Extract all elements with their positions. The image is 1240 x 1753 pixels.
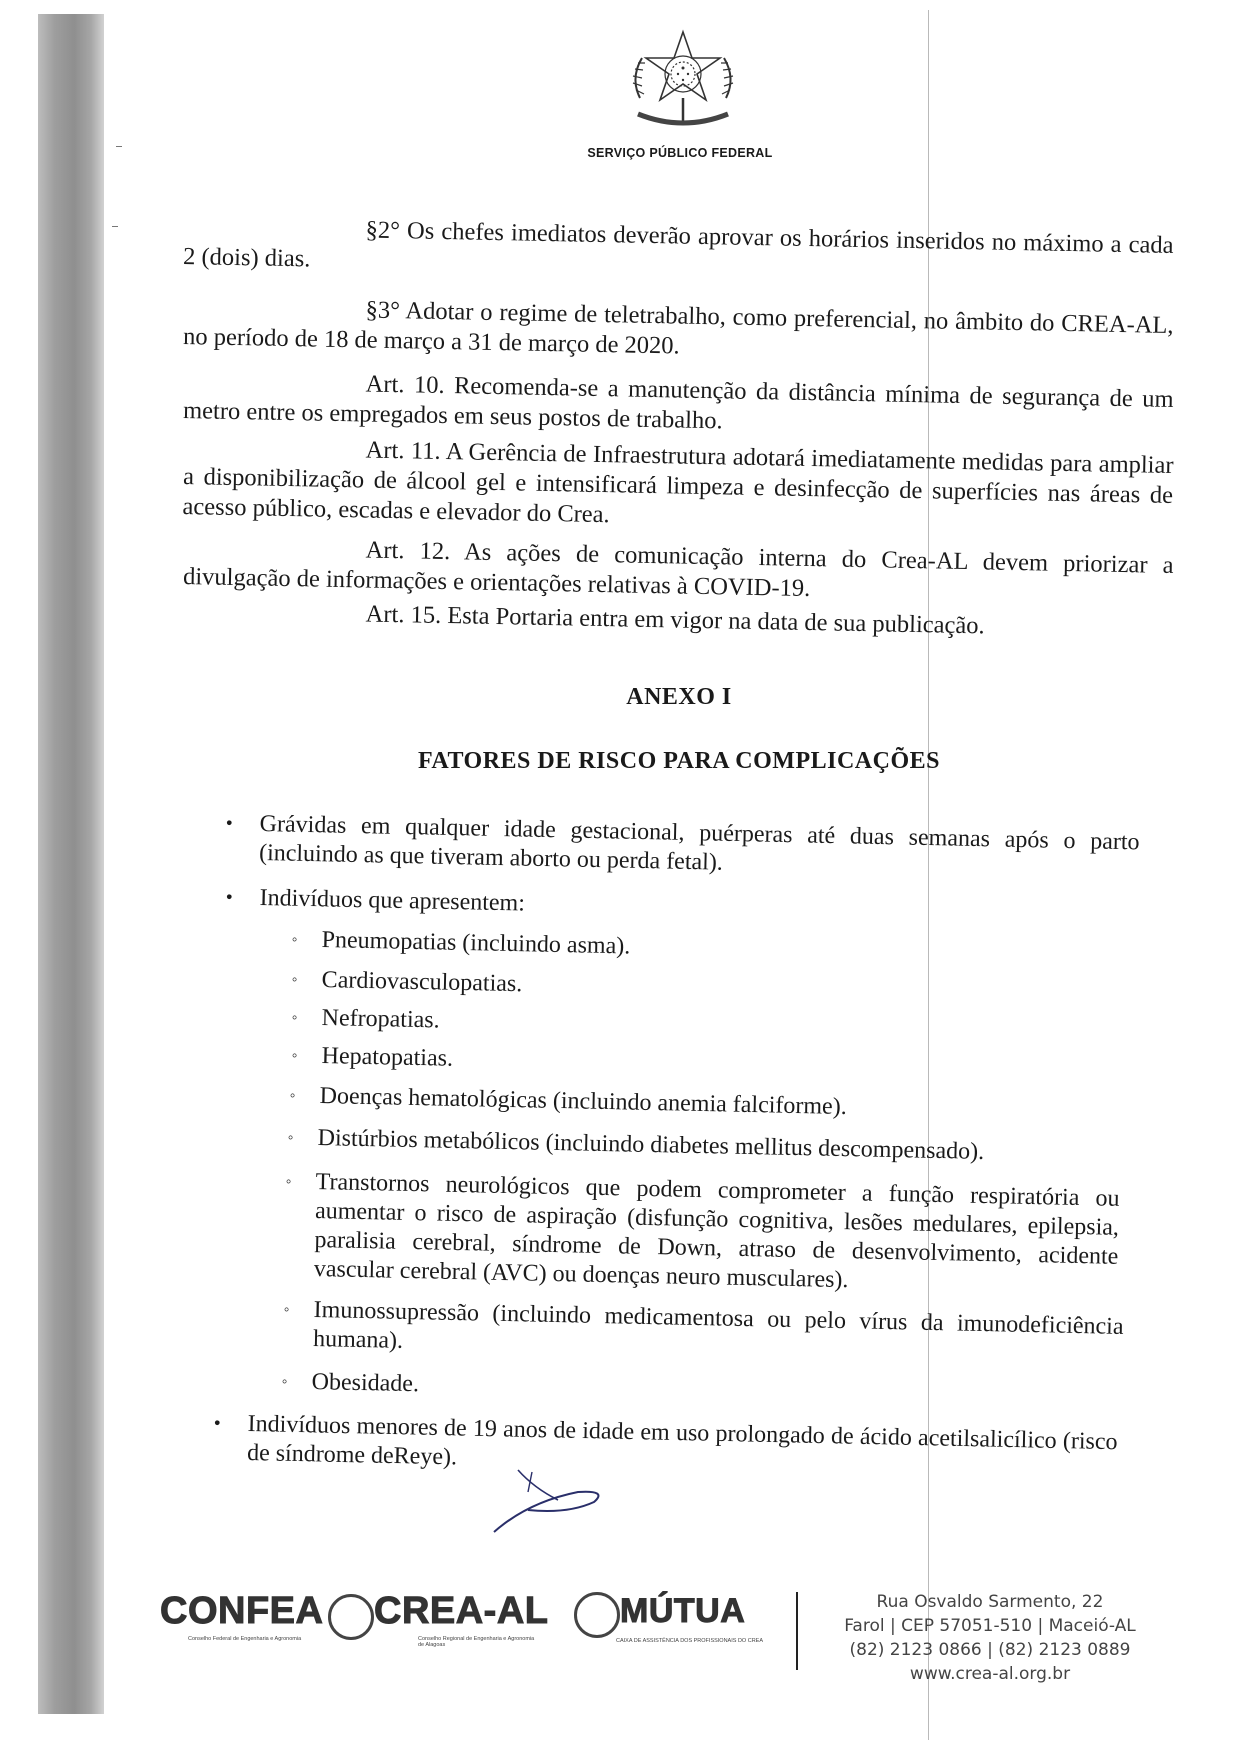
risk-item-text: Indivíduos que apresentem: bbox=[259, 884, 526, 917]
annex-subtitle: FATORES DE RISCO PARA COMPLICAÇÕES bbox=[418, 748, 940, 774]
sub-bullet-icon: ◦ bbox=[285, 1173, 292, 1191]
bullet-icon: • bbox=[213, 1412, 221, 1435]
scan-mark bbox=[112, 226, 118, 227]
paragraph: §3° Adotar o regime de teletrabalho, como preferencial, no âmbito do CREA-AL, no período de 18 de março a 31 de março de 2020. bbox=[182, 296, 1174, 360]
address-block bbox=[840, 1590, 1140, 1686]
handwritten-signature bbox=[488, 1462, 628, 1542]
risk-item-text: Indivíduos menores de 19 anos de idade em uso prolongado de ácido acetilsalicílico (risco de síndrome deReye). bbox=[246, 1410, 1118, 1471]
sub-bullet-icon: ◦ bbox=[291, 1047, 298, 1065]
paragraph: Art. 11. A Gerência de Infraestrutura adotará imediatamente medidas para ampliar a disponibilização de álcool gel e intensificará limpeza e desinfecção de superfícies nas áreas de acesso público, escadas e elevador do Crea. bbox=[182, 436, 1174, 529]
paragraph: Art. 10. Recomenda-se a manutenção da distância mínima de segurança de um metro entre os empregados em seus postos de trabalho. bbox=[182, 370, 1174, 435]
bullet-icon: • bbox=[225, 886, 233, 909]
risk-subitem: ◦ Obesidade. bbox=[281, 1368, 420, 1398]
sub-bullet-icon: ◦ bbox=[281, 1373, 288, 1391]
mutua-seal-icon bbox=[574, 1592, 620, 1638]
page-footer bbox=[160, 1580, 1136, 1700]
risk-subitem: ◦ Pneumopatias (incluindo asma). bbox=[291, 926, 631, 960]
risk-subitem: ◦ Distúrbios metabólicos (incluindo diabetes mellitus descompensado). bbox=[287, 1124, 985, 1165]
annex-title: ANEXO I bbox=[626, 684, 732, 710]
crea-al-logo: CREA-AL Conselho Regional de Engenharia e Agronomia de Alagoas bbox=[374, 1590, 549, 1648]
sub-bullet-icon: ◦ bbox=[287, 1129, 294, 1147]
paragraph: §2° Os chefes imediatos deverão aprovar os horários inseridos no máximo a cada 2 (dois) dias. bbox=[182, 216, 1174, 273]
risk-subitem: ◦ Nefropatias. bbox=[291, 1004, 440, 1034]
coat-of-arms-icon bbox=[620, 28, 746, 140]
website-link[interactable]: www.crea-al.org.br bbox=[909, 1664, 1071, 1684]
scan-mark bbox=[116, 146, 122, 147]
risk-subitem: ◦ Doenças hematológicas (incluindo anemia falciforme). bbox=[289, 1082, 847, 1121]
confea-logo: CONFEA Conselho Federal de Engenharia e Agronomia bbox=[160, 1590, 324, 1642]
sub-bullet-icon: ◦ bbox=[291, 931, 298, 949]
risk-subitem: ◦ Cardiovasculopatias. bbox=[291, 966, 523, 998]
sub-bullet-icon: ◦ bbox=[283, 1301, 290, 1319]
confea-seal-icon bbox=[328, 1594, 374, 1640]
risk-item bbox=[213, 1410, 1118, 1486]
address-phones: (82) 2123 0866 | (82) 2123 0889 bbox=[849, 1640, 1131, 1660]
footer-divider bbox=[796, 1592, 798, 1670]
risk-item bbox=[225, 884, 1139, 931]
mutua-logo: MÚTUA CAIXA DE ASSISTÊNCIA DOS PROFISSIONAIS DO CREA bbox=[616, 1592, 764, 1644]
paragraph: Art. 12. As ações de comunicação interna do Crea-AL devem priorizar a divulgação de informações e orientações relativas à COVID-19. bbox=[182, 536, 1174, 603]
sub-bullet-icon: ◦ bbox=[289, 1087, 296, 1105]
scan-edge-shadow bbox=[38, 14, 104, 1714]
risk-subitem: ◦ Imunossupressão (incluindo medicamentosa ou pelo vírus da imunodeficiência humana). bbox=[283, 1296, 1124, 1354]
sub-bullet-icon: ◦ bbox=[291, 1009, 298, 1027]
bullet-icon: • bbox=[225, 812, 233, 835]
service-label: SERVIÇO PÚBLICO FEDERAL bbox=[587, 146, 773, 160]
risk-item bbox=[225, 810, 1140, 886]
risk-subitem: ◦ Transtornos neurológicos que podem comprometer a função respiratória ou aumentar o risco de aspiração (disfunção cognitiva, lesões medulares, epilepsia, paralisia cerebral, síndrome de Down, atraso de desenvolvimento, acidente vascular cerebral (AVC) ou doenças neuro musculares). bbox=[285, 1168, 1120, 1294]
address-city: Farol | CEP 57051-510 | Maceió-AL bbox=[844, 1616, 1136, 1636]
risk-subitem: ◦ Hepatopatias. bbox=[291, 1042, 454, 1072]
paragraph: Art. 15. Esta Portaria entra em vigor na data de sua publicação. bbox=[365, 600, 985, 640]
sub-bullet-icon: ◦ bbox=[291, 971, 298, 989]
risk-item-text: Grávidas em qualquer idade gestacional, puérperas até duas semanas após o parto (incluindo as que tiveram aborto ou perda fetal). bbox=[258, 810, 1140, 876]
address-street: Rua Osvaldo Sarmento, 22 bbox=[876, 1592, 1104, 1612]
